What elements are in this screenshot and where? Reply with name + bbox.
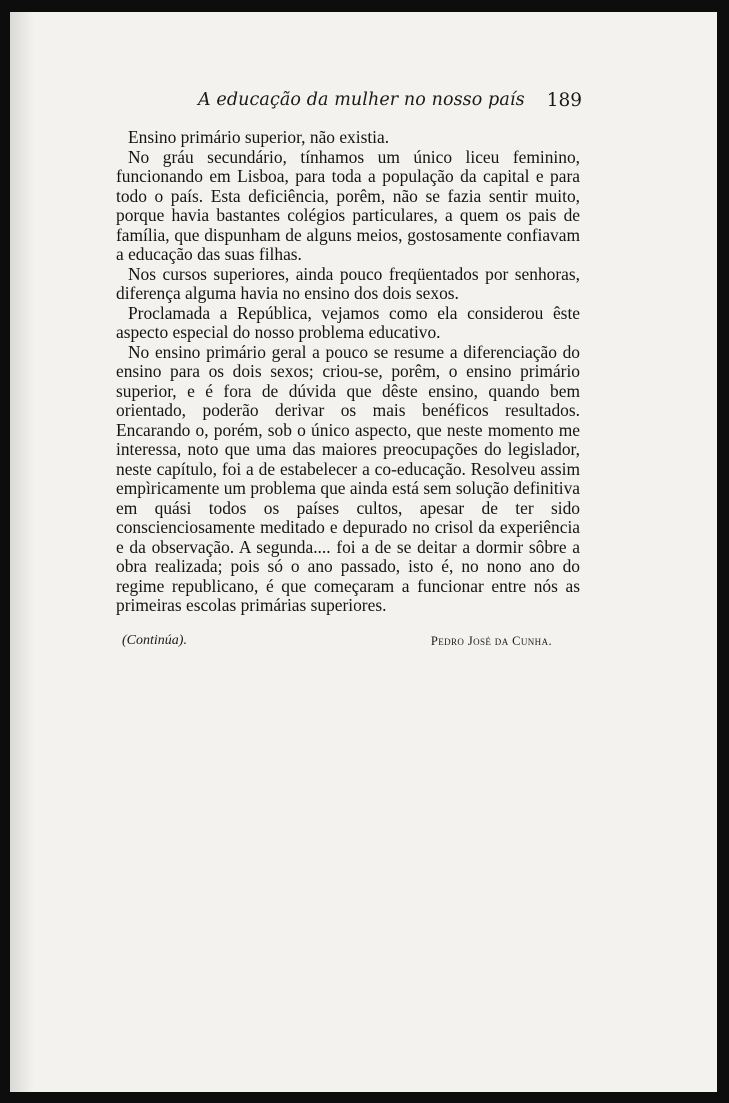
- running-title: A educação da mulher no nosso país: [198, 90, 525, 110]
- paragraph: Ensino primário superior, não existia.: [128, 127, 390, 147]
- author-signature: Pedro José da Cunha.: [430, 634, 552, 648]
- paragraph: No ensino primário geral a pouco se resume a diferenciação do ensino para os dois sexos; criou-se, porêm, o ensino primário superior, e é fora de dúvida que dêste ensino, quando bem orientado, poderão derivar os mais benéficos resultados. Encarando o, porém, sob o único aspecto, que neste momento me interessa, noto que uma das maiores preocupações do legislador, neste capítulo, foi a de estabelecer a co-educação. Resolveu assim empìricamente um problema que ainda está sem solução definitiva em quási todos os países cultos, apesar de ter sido conscienciosamente meditado e depurado no crisol da experiência e da observação. A segunda.... foi a de se deitar a dormir sôbre a obra realizada; pois só o ano passado, isto é, no nono ano do regime republicano, é que começaram a funcionar entre nós as primeiras escolas primárias superiores.: [116, 341, 580, 615]
- page-footer: [10, 633, 717, 657]
- paragraph: No gráu secundário, tínhamos um único liceu feminino, funcionando em Lisboa, para toda a população da capital e para todo o país. Esta deficiência, porêm, não se fazia sentir muito, porque havia bastantes colégios particulares, a quem os pais de família, que dispunham de alguns meios, gostosamente confiavam a educação das suas filhas.: [116, 146, 580, 264]
- body-text: [116, 128, 580, 616]
- document-page: [10, 12, 717, 1092]
- page-gutter-shadow: [10, 12, 34, 1092]
- continua-note: (Continúa).: [122, 633, 187, 648]
- page-header: [10, 90, 717, 120]
- paragraph: Proclamada a República, vejamos como ela considerou êste aspecto especial do nosso problema educativo.: [116, 302, 580, 342]
- paragraph: Nos cursos superiores, ainda pouco freqüentados por senhoras, diferença alguma havia no ensino dos dois sexos.: [116, 263, 580, 303]
- page-number: 189: [546, 90, 582, 111]
